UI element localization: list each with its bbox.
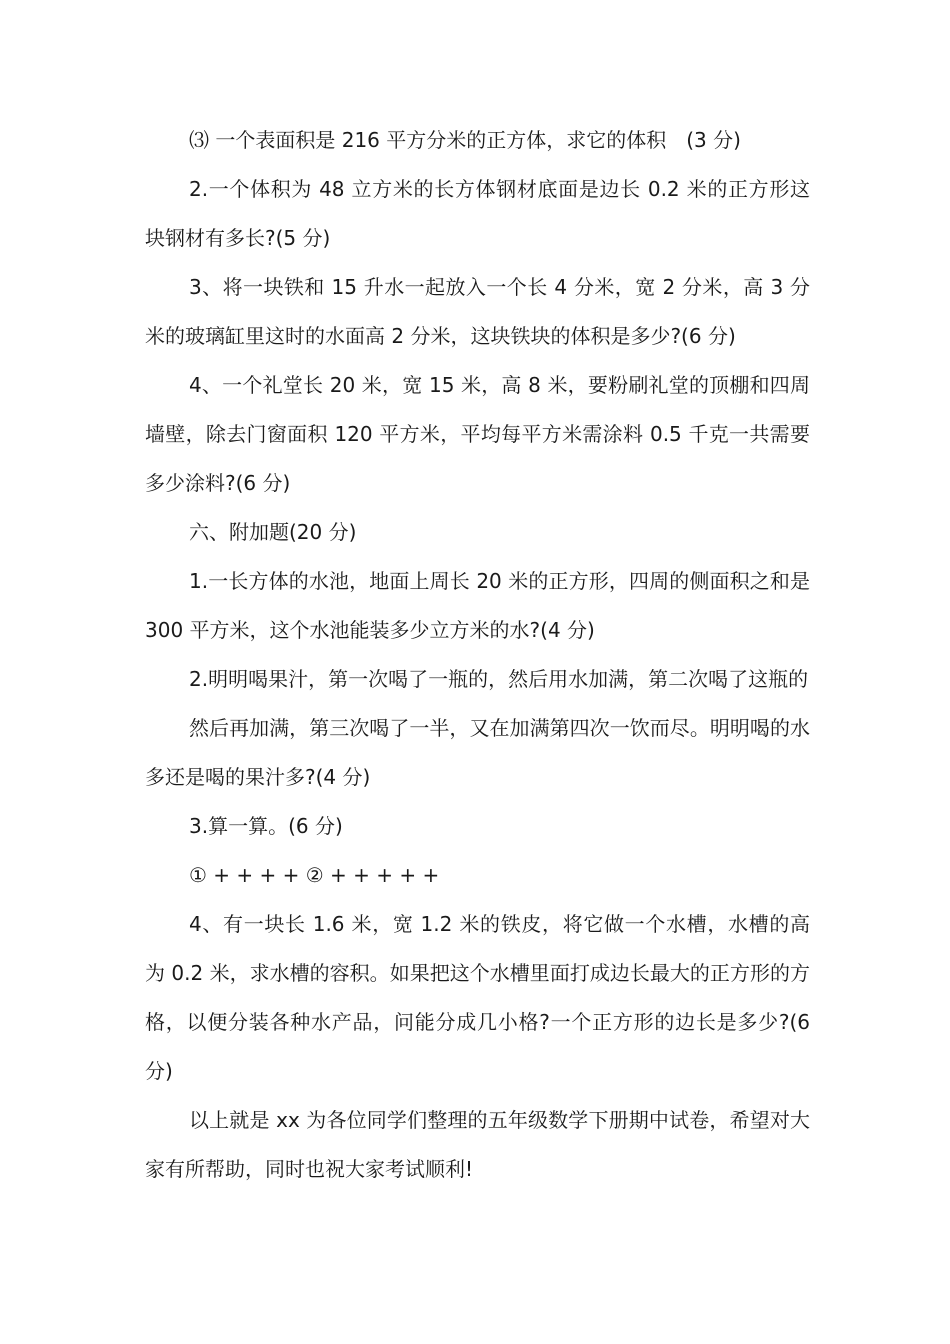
question-3-iron-volume: 3、将一块铁和 15 升水一起放入一个长 4 分米，宽 2 分米，高 3 分米的玻璃缸里这时的水面高 2 分米，这块铁块的体积是多少?(6 分) xyxy=(145,275,810,348)
bonus-question-2-juice-part2: 然后再加满，第三次喝了一半，又在加满第四次一饮而尽。明明喝的水多还是喝的果汁多?(4 分) xyxy=(145,716,810,789)
bonus-question-3-expressions: ① + + + + ② + + + + + xyxy=(189,863,440,887)
question-2-steel-length: 2.一个体积为 48 立方米的长方体钢材底面是边长 0.2 米的正方形这块钢材有多长?(5 分) xyxy=(145,177,810,250)
question-4-paint-amount: 4、一个礼堂长 20 米，宽 15 米，高 8 米，要粉刷礼堂的顶棚和四周墙壁，除去门窗面积 120 平方米，平均每平方米需涂料 0.5 千克一共需要多少涂料?(6 分) xyxy=(145,373,810,495)
bonus-question-2-juice-part1: 2.明明喝果汁，第一次喝了一瓶的，然后用水加满，第二次喝了这瓶的 xyxy=(189,667,809,691)
closing-paragraph: 以上就是 xx 为各位同学们整理的五年级数学下册期中试卷，希望对大家有所帮助，同时也祝大家考试顺利! xyxy=(145,1108,810,1181)
bonus-question-4-water-tank: 4、有一块长 1.6 米，宽 1.2 米的铁皮，将它做一个水槽，水槽的高为 0.2 米，求水槽的容积。如果把这个水槽里面打成边长最大的正方形的方格，以便分装各种水产品，问能分成几小格?一个正方形的边长是多少?(6 分) xyxy=(145,912,810,1083)
question-3-surface-area: ⑶ 一个表面积是 216 平方分米的正方体，求它的体积 (3 分) xyxy=(189,128,741,152)
bonus-question-1-pool: 1.一长方体的水池，地面上周长 20 米的正方形，四周的侧面积之和是 300 平方米，这个水池能装多少立方米的水?(4 分) xyxy=(145,569,810,642)
section-heading-bonus: 六、附加题(20 分) xyxy=(189,520,357,544)
bonus-question-3-calculate: 3.算一算。(6 分) xyxy=(189,814,343,838)
document-body xyxy=(145,116,810,1194)
